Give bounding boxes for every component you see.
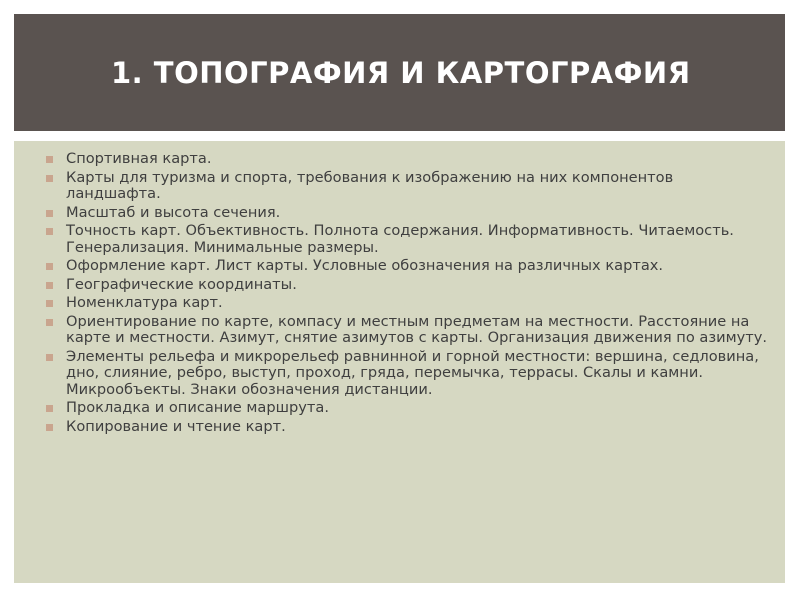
list-item-text: Точность карт. Объективность. Полнота содержания. Информативность. Читаемость. Генерализация. Минимальные размеры. — [66, 222, 734, 256]
content-area — [14, 141, 785, 583]
square-bullet-icon — [46, 354, 53, 361]
list-item — [42, 223, 772, 256]
square-bullet-icon — [46, 175, 53, 182]
list-item — [42, 170, 772, 203]
list-item-text: Ориентирование по карте, компасу и местным предметам на местности. Расстояние на карте и местности. Азимут, снятие азимутов с карты. Организация движения по азимуту. — [66, 312, 768, 346]
list-item-text: Элементы рельефа и микрорельеф равнинной и горной местности: вершина, седловина, дно, слияние, ребро, выступ, проход, гряда, перемычка, террасы. Скалы и камни. Микрообъекты. Знаки обозначения дистанции. — [66, 347, 759, 398]
list-item-text: Масштаб и высота сечения. — [66, 203, 281, 221]
list-item-text: Географические координаты. — [66, 275, 297, 293]
square-bullet-icon — [46, 319, 53, 326]
bullet-list — [42, 151, 772, 437]
list-item-text: Копирование и чтение карт. — [66, 417, 286, 435]
list-item — [42, 314, 772, 347]
square-bullet-icon — [46, 210, 53, 217]
title-bar — [14, 14, 785, 131]
square-bullet-icon — [46, 405, 53, 412]
list-item — [42, 151, 772, 168]
square-bullet-icon — [46, 282, 53, 289]
square-bullet-icon — [46, 263, 53, 270]
square-bullet-icon — [46, 300, 53, 307]
list-item — [42, 205, 772, 222]
list-item-text: Номенклатура карт. — [66, 294, 223, 311]
slide-title: 1. ТОПОГРАФИЯ И КАРТОГРАФИЯ — [111, 55, 691, 90]
list-item-text: Прокладка и описание маршрута. — [66, 399, 329, 416]
list-item-text: Спортивная карта. — [66, 150, 212, 167]
list-item — [42, 419, 772, 436]
list-item — [42, 258, 772, 275]
list-item — [42, 295, 772, 312]
square-bullet-icon — [46, 156, 53, 163]
list-item — [42, 277, 772, 294]
list-item-text: Оформление карт. Лист карты. Условные обозначения на различных картах. — [66, 257, 664, 274]
square-bullet-icon — [46, 424, 53, 431]
list-item-text: Карты для туризма и спорта, требования к изображению на них компонентов ландшафта. — [66, 168, 674, 202]
list-item — [42, 400, 772, 417]
list-item — [42, 349, 772, 399]
square-bullet-icon — [46, 228, 53, 235]
